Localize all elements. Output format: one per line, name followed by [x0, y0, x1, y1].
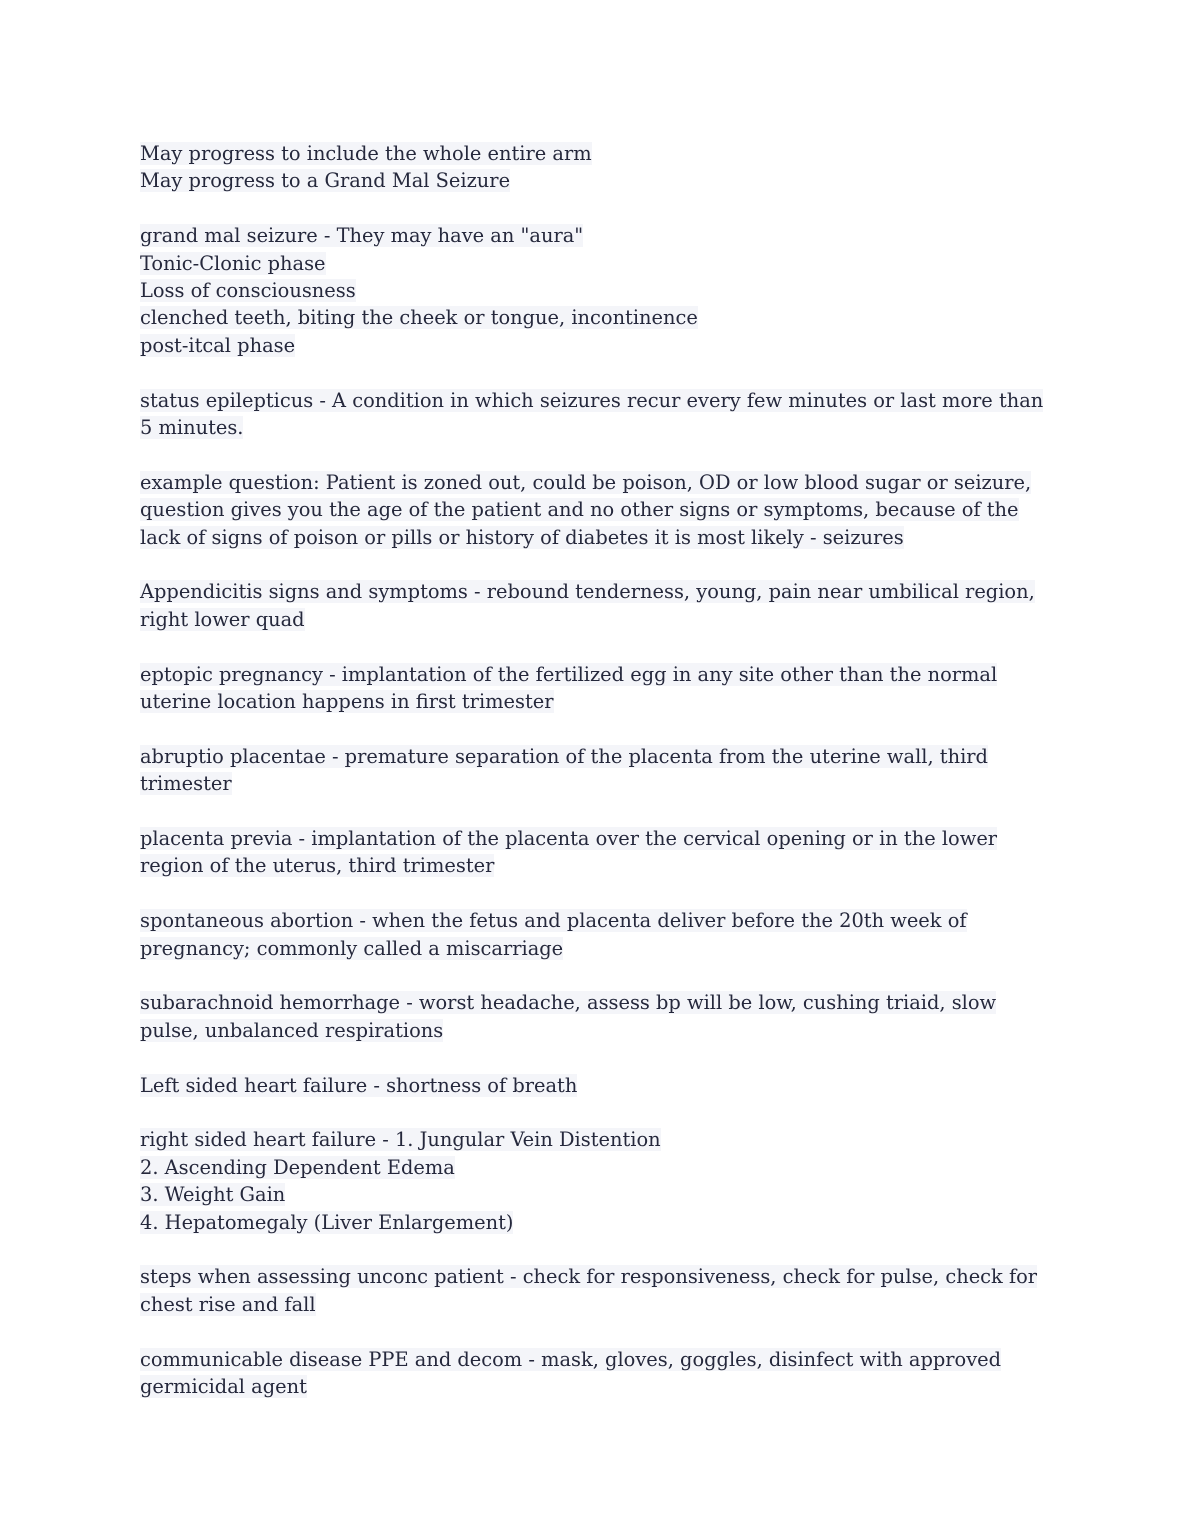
text-line: Tonic-Clonic phase [140, 251, 326, 275]
text-line: 4. Hepatomegaly (Liver Enlargement) [140, 1210, 514, 1234]
text-line: spontaneous abortion - when the fetus and placenta deliver before the 20th week of [140, 909, 967, 933]
paragraph-abruptio-placentae [140, 743, 1060, 798]
text-line: example question: Patient is zoned out, could be poison, OD or low blood sugar or seizure, [140, 470, 1032, 494]
text-line: steps when assessing unconc patient - check for responsiveness, check for pulse, check for [140, 1265, 1038, 1289]
paragraph-example-question [140, 469, 1060, 551]
paragraph-unconscious-patient [140, 1263, 1060, 1318]
paragraph-grand-mal [140, 222, 1060, 359]
text-line: communicable disease PPE and decom - mask, gloves, goggles, disinfect with approved [140, 1347, 1002, 1371]
text-line: post-itcal phase [140, 333, 296, 357]
text-line: pregnancy; commonly called a miscarriage [140, 936, 564, 960]
text-line: lack of signs of poison or pills or history of diabetes it is most likely - seizures [140, 525, 904, 549]
text-line: 3. Weight Gain [140, 1183, 286, 1207]
paragraph-placenta-previa [140, 825, 1060, 880]
text-line: germicidal agent [140, 1375, 307, 1399]
text-line: May progress to a Grand Mal Seizure [140, 169, 511, 193]
text-line: chest rise and fall [140, 1292, 316, 1316]
paragraph-seizure-progression [140, 140, 1060, 195]
text-line: abruptio placentae - premature separation of the placenta from the uterine wall, third [140, 744, 988, 768]
text-line: right sided heart failure - 1. Jungular Vein Distention [140, 1128, 661, 1152]
paragraph-appendicitis [140, 578, 1060, 633]
text-line: right lower quad [140, 607, 305, 631]
paragraph-status-epilepticus [140, 387, 1060, 442]
text-line: question gives you the age of the patient and no other signs or symptoms, because of the [140, 498, 1019, 522]
text-line: region of the uterus, third trimester [140, 854, 495, 878]
paragraph-right-heart-failure [140, 1126, 1060, 1236]
text-line: 2. Ascending Dependent Edema [140, 1155, 455, 1179]
text-line: pulse, unbalanced respirations [140, 1018, 444, 1042]
paragraph-communicable-disease [140, 1346, 1060, 1401]
text-line: eptopic pregnancy - implantation of the fertilized egg in any site other than the normal [140, 662, 998, 686]
paragraph-left-heart-failure [140, 1072, 1060, 1099]
paragraph-ectopic-pregnancy [140, 661, 1060, 716]
text-line: subarachnoid hemorrhage - worst headache, assess bp will be low, cushing triaid, slow [140, 991, 997, 1015]
paragraph-spontaneous-abortion [140, 907, 1060, 962]
text-line: trimester [140, 772, 232, 796]
text-line: Loss of consciousness [140, 279, 356, 303]
text-line: status epilepticus - A condition in which seizures recur every few minutes or last more than [140, 388, 1044, 412]
paragraph-subarachnoid-hemorrhage [140, 989, 1060, 1044]
text-line: uterine location happens in first trimester [140, 690, 554, 714]
text-line: clenched teeth, biting the cheek or tongue, incontinence [140, 306, 698, 330]
text-line: May progress to include the whole entire arm [140, 142, 592, 165]
text-line: Left sided heart failure - shortness of breath [140, 1073, 578, 1097]
text-line: Appendicitis signs and symptoms - rebound tenderness, young, pain near umbilical region, [140, 580, 1035, 604]
text-line: placenta previa - implantation of the placenta over the cervical opening or in the lower [140, 827, 998, 851]
text-line: 5 minutes. [140, 416, 244, 440]
document-page [140, 140, 1060, 1428]
text-line: grand mal seizure - They may have an "aura" [140, 224, 584, 248]
